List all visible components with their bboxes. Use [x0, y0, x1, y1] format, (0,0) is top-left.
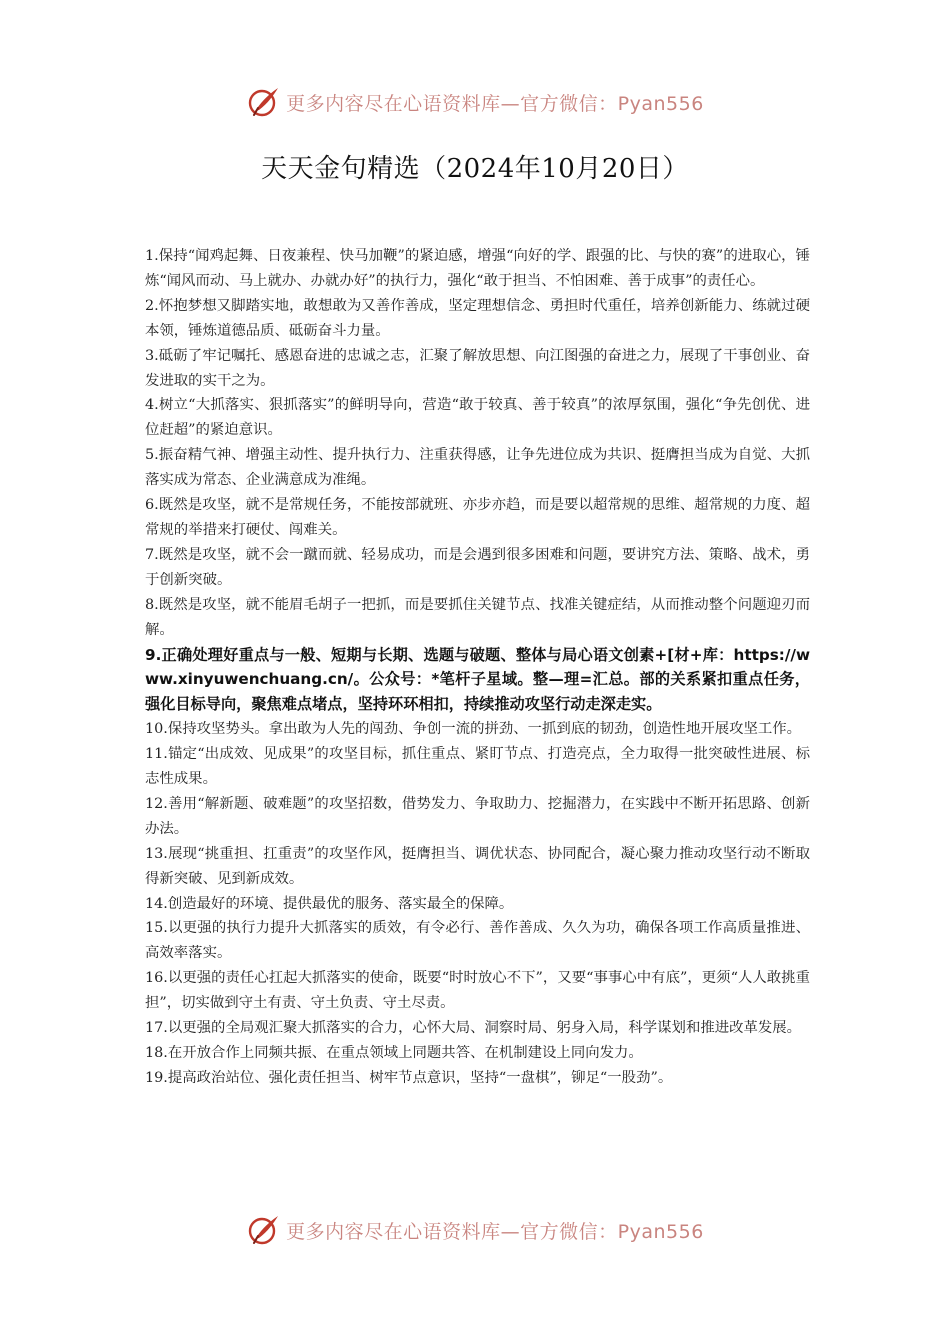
watermark-banner-bottom	[0, 1210, 950, 1250]
page-title: 天天金句精选（2024年10月20日）	[261, 154, 689, 184]
list-item: 14.创造最好的环境、提供最优的服务、落实最全的保障。	[145, 895, 514, 912]
list-item-highlighted: 9.正确处理好重点与一般、短期与长期、选题与破题、整体与局心语文创素+[材+库：https://www.xinyuwenchuang.cn/。公众号：*笔杆子星域。整—理=汇总。部的关系紧扣重点任务，强化目标导向，聚焦难点堵点，坚持环环相扣，持续推动攻坚行动走深走实。	[145, 645, 810, 714]
list-item: 19.提高政治站位、强化责任担当、树牢节点意识，坚持“一盘棋”，铆足“一股劲”。	[145, 1069, 673, 1086]
list-item: 6.既然是攻坚，就不是常规任务，不能按部就班、亦步亦趋，而是要以超常规的思维、超常规的力度、超常规的举措来打硬仗、闯难关。	[145, 497, 810, 538]
list-item: 12.善用“解新题、破难题”的攻坚招数，借势发力、争取助力、挖掘潜力，在实践中不断开拓思路、创新办法。	[145, 795, 810, 837]
list-item: 10.保持攻坚势头。拿出敢为人先的闯劲、争创一流的拼劲、一抓到底的韧劲，创造性地开展攻坚工作。	[145, 721, 802, 738]
list-item: 8.既然是攻坚，就不能眉毛胡子一把抓，而是要抓住关键节点、找准关键症结，从而推动整个问题迎刃而解。	[145, 596, 810, 638]
watermark-text: 更多内容尽在心语资料库—官方微信：Pyan556	[286, 1220, 704, 1243]
list-item: 18.在开放合作上同频共振、在重点领域上同题共答、在机制建设上同向发力。	[145, 1045, 643, 1061]
list-item: 7.既然是攻坚，就不会一蹴而就、轻易成功，而是会遇到很多困难和问题，要讲究方法、策略、战术，勇于创新突破。	[145, 546, 810, 588]
list-item: 16.以更强的责任心扛起大抓落实的使命，既要“时时放心不下”，又要“事事心中有底”，更须“人人敢挑重担”，切实做到守土有责、守土负责、守土尽责。	[145, 970, 810, 1012]
list-item: 1.保持“闻鸡起舞、日夜兼程、快马加鞭”的紧迫感，增强“向好的学、跟强的比、与快的赛”的进取心，锤炼“闻风而动、马上就办、办就办好”的执行力，强化“敢于担当、不怕困难、善于成事”的责任心。	[145, 248, 810, 289]
list-item: 5.振奋精气神、增强主动性、提升执行力、注重获得感，让争先进位成为共识、挺膺担当成为自觉、大抓落实成为常态、企业满意成为准绳。	[145, 447, 810, 489]
list-item: 13.展现“挑重担、扛重责”的攻坚作风，挺膺担当、调优状态、协同配合，凝心聚力推动攻坚行动不断取得新突破、见到新成效。	[145, 845, 810, 887]
watermark-text: 更多内容尽在心语资料库—官方微信：Pyan556	[286, 92, 704, 115]
list-item: 17.以更强的全局观汇聚大抓落实的合力，心怀大局、洞察时局、躬身入局，科学谋划和推进改革发展。	[145, 1020, 802, 1037]
list-item: 3.砥砺了牢记嘱托、感恩奋进的忠诚之志，汇聚了解放思想、向江图强的奋进之力，展现了干事创业、奋发进取的实干之为。	[145, 347, 810, 389]
quill-logo-icon	[246, 1212, 282, 1248]
watermark-banner-top	[0, 82, 950, 122]
quill-logo-icon	[246, 84, 282, 120]
list-item: 4.树立“大抓落实、狠抓落实”的鲜明导向，营造“敢于较真、善于较真”的浓厚氛围，强化“争先创优、进位赶超”的紧迫意识。	[145, 397, 810, 439]
list-item: 2.怀抱梦想又脚踏实地，敢想敢为又善作善成，坚定理想信念、勇担时代重任，培养创新能力、练就过硬本领，锤炼道德品质、砥砺奋斗力量。	[145, 297, 810, 339]
quote-list	[145, 244, 810, 1091]
list-item: 15.以更强的执行力提升大抓落实的质效，有令必行、善作善成、久久为功，确保各项工作高质量推进、高效率落实。	[145, 920, 810, 962]
list-item: 11.锚定“出成效、见成果”的攻坚目标，抓住重点、紧盯节点、打造亮点，全力取得一批突破性进展、标志性成果。	[145, 746, 810, 788]
